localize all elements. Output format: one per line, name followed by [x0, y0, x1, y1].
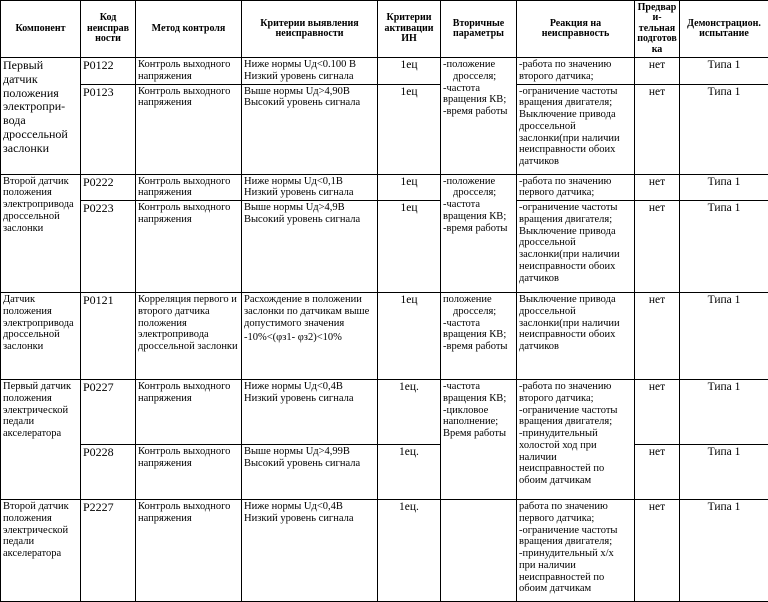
header-row [1, 1, 768, 58]
method-cell: Контроль выходного напряжения [136, 380, 242, 445]
reaction-line: неисправностей по [519, 463, 632, 475]
table-row [1, 174, 768, 201]
table-row [1, 293, 768, 380]
reaction-cell [517, 58, 635, 85]
component-cell: Первый датчик положения электрической педали акселератора [1, 380, 81, 500]
secondary-line: -частота [443, 318, 514, 330]
preliminary-cell: нет [635, 380, 680, 445]
secondary-line: -время работы [443, 341, 514, 353]
criteria-line: Высокий уровень сигнала [244, 97, 375, 109]
reaction-line: вращения двигателя; [519, 97, 632, 109]
activation-cell: 1ец [378, 293, 441, 380]
method-cell: Контроль выходного напряжения [136, 84, 242, 174]
preliminary-cell: нет [635, 293, 680, 380]
secondary-line: вращения КВ; [443, 94, 514, 106]
criteria-cell [242, 58, 378, 85]
reaction-line: второго датчика; [519, 71, 632, 83]
header-secondary: Вторичные параметры [441, 1, 517, 58]
reaction-cell [517, 293, 635, 380]
criteria-cell [242, 500, 378, 602]
reaction-line: -ограничение частоты [519, 525, 632, 537]
criteria-cell [242, 293, 378, 380]
reaction-line: неисправности обоих [519, 261, 632, 273]
criteria-line: Высокий уровень сигнала [244, 458, 375, 470]
reaction-line: второго датчика; [519, 393, 632, 405]
secondary-cell [441, 58, 517, 175]
criteria-cell [242, 201, 378, 293]
preliminary-cell: нет [635, 84, 680, 174]
demo-cell: Типа 1 [680, 380, 768, 445]
criteria-line: Ниже нормы Uд<0,4В [244, 501, 375, 513]
secondary-line: -цикловое [443, 405, 514, 417]
secondary-line: -частота [443, 381, 514, 393]
secondary-line: -время работы [443, 223, 514, 235]
criteria-line: Расхождение в положении заслонки по датчикам выше допустимого значения [244, 294, 375, 329]
reaction-line: заслонки(при наличии [519, 249, 632, 261]
reaction-line: заслонки(при наличии [519, 133, 632, 145]
table-row [1, 58, 768, 85]
secondary-line: наполнение; [443, 416, 514, 428]
reaction-line: дроссельной [519, 121, 632, 133]
secondary-line: -положение [443, 176, 514, 188]
reaction-line: при наличии [519, 560, 632, 572]
reaction-line: неисправности обоих [519, 144, 632, 156]
preliminary-cell: нет [635, 201, 680, 293]
criteria-cell [242, 445, 378, 500]
method-cell: Контроль выходного напряжения [136, 201, 242, 293]
reaction-line: Выключение привода [519, 109, 632, 121]
reaction-line: обоим датчикам [519, 475, 632, 487]
secondary-line: -частота [443, 83, 514, 95]
activation-cell: 1ец. [378, 445, 441, 500]
criteria-line: -10%<(φз1- φз2)<10% [244, 332, 375, 344]
activation-cell: 1ец [378, 201, 441, 293]
reaction-cell [517, 84, 635, 174]
demo-cell: Типа 1 [680, 201, 768, 293]
reaction-line: -ограничение частоты [519, 202, 632, 214]
reaction-line: первого датчика; [519, 513, 632, 525]
component-cell: Второй датчик положения электрической педали акселератора [1, 500, 81, 602]
reaction-line: -работа по значению [519, 381, 632, 393]
reaction-line: -принудительный [519, 428, 632, 440]
secondary-cell [441, 174, 517, 293]
reaction-line: наличии [519, 452, 632, 464]
table-row [1, 84, 768, 174]
code-cell: P0123 [81, 84, 136, 174]
component-cell: Датчик положения электропривода дроссельной заслонки [1, 293, 81, 380]
reaction-line: дроссельной [519, 237, 632, 249]
criteria-line: Высокий уровень сигнала [244, 214, 375, 226]
preliminary-cell: нет [635, 500, 680, 602]
secondary-cell-empty [441, 500, 517, 602]
code-cell: P0122 [81, 58, 136, 85]
demo-cell: Типа 1 [680, 58, 768, 85]
header-criteria: Критерии выявления неисправности [242, 1, 378, 58]
criteria-cell [242, 84, 378, 174]
table-row [1, 500, 768, 602]
reaction-line: -работа по значению [519, 176, 632, 188]
reaction-line: первого датчика; [519, 187, 632, 199]
method-cell: Контроль выходного напряжения [136, 174, 242, 201]
criteria-cell [242, 380, 378, 445]
criteria-line: Низкий уровень сигнала [244, 187, 375, 199]
secondary-line: Время работы [443, 428, 514, 440]
demo-cell: Типа 1 [680, 84, 768, 174]
secondary-line: вращения КВ; [443, 393, 514, 405]
activation-cell: 1ец. [378, 500, 441, 602]
activation-cell: 1ец [378, 58, 441, 85]
reaction-cell [517, 380, 635, 500]
secondary-line: дросселя; [443, 187, 514, 199]
secondary-line: -частота [443, 199, 514, 211]
criteria-line: Ниже нормы Uд<0.100 В [244, 59, 375, 71]
header-activation: Критерии активации ИН [378, 1, 441, 58]
code-cell: P0121 [81, 293, 136, 380]
activation-cell: 1ец. [378, 380, 441, 445]
code-cell: P2227 [81, 500, 136, 602]
secondary-cell [441, 293, 517, 380]
reaction-line: датчиков [519, 156, 632, 168]
code-cell: P0222 [81, 174, 136, 201]
criteria-cell [242, 174, 378, 201]
secondary-line: дросселя; [443, 71, 514, 83]
criteria-line: Ниже нормы Uд<0,4В [244, 381, 375, 393]
reaction-line: холостой ход при [519, 440, 632, 452]
header-component: Компонент [1, 1, 81, 58]
code-cell: P0227 [81, 380, 136, 445]
header-method: Метод контроля [136, 1, 242, 58]
reaction-line: датчиков [519, 273, 632, 285]
method-cell: Контроль выходного напряжения [136, 58, 242, 85]
table-row [1, 201, 768, 293]
reaction-line: неисправности обоих [519, 329, 632, 341]
preliminary-cell: нет [635, 174, 680, 201]
reaction-line: неисправностей по [519, 572, 632, 584]
secondary-line: дросселя; [443, 306, 514, 318]
header-preliminary: Предвар и- тельная подготов ка [635, 1, 680, 58]
method-cell: Контроль выходного напряжения [136, 500, 242, 602]
reaction-line: дроссельной [519, 306, 632, 318]
demo-cell: Типа 1 [680, 293, 768, 380]
criteria-line: Низкий уровень сигнала [244, 513, 375, 525]
reaction-line: вращения двигателя; [519, 214, 632, 226]
reaction-line: вращения двигателя; [519, 536, 632, 548]
criteria-line: Выше нормы Uд>4,90В [244, 86, 375, 98]
secondary-line: -время работы [443, 106, 514, 118]
reaction-cell [517, 174, 635, 201]
criteria-line: Ниже нормы Uд<0,1В [244, 176, 375, 188]
method-cell: Корреляция первого и второго датчика положения электропривода дроссельной заслонки [136, 293, 242, 380]
reaction-line: Выключение привода [519, 226, 632, 238]
criteria-line: Выше нормы Uд>4,9В [244, 202, 375, 214]
reaction-line: датчиков [519, 341, 632, 353]
code-cell: P0223 [81, 201, 136, 293]
reaction-line: заслонки(при наличии [519, 318, 632, 330]
activation-cell: 1ец [378, 84, 441, 174]
reaction-line: Выключение привода [519, 294, 632, 306]
secondary-cell [441, 380, 517, 500]
reaction-line: работа по значению [519, 501, 632, 513]
criteria-line: Низкий уровень сигнала [244, 393, 375, 405]
activation-cell: 1ец [378, 174, 441, 201]
header-reaction: Реакция на неисправность [517, 1, 635, 58]
demo-cell: Типа 1 [680, 445, 768, 500]
preliminary-cell: нет [635, 445, 680, 500]
table-row [1, 380, 768, 445]
demo-cell: Типа 1 [680, 174, 768, 201]
demo-cell: Типа 1 [680, 500, 768, 602]
reaction-line: -ограничение частоты [519, 405, 632, 417]
component-cell: Первый датчик положения электропри-вода дроссельной заслонки [1, 58, 81, 175]
reaction-line: -принудительный х/х [519, 548, 632, 560]
reaction-cell [517, 500, 635, 602]
preliminary-cell: нет [635, 58, 680, 85]
secondary-line: -положение [443, 59, 514, 71]
criteria-line: Выше нормы Uд>4,99В [244, 446, 375, 458]
reaction-line: обоим датчикам [519, 583, 632, 595]
reaction-cell [517, 201, 635, 293]
header-demo: Демонстрацион. испытание [680, 1, 768, 58]
table-row [1, 445, 768, 500]
reaction-line: -ограничение частоты [519, 86, 632, 98]
secondary-line: вращения КВ; [443, 329, 514, 341]
reaction-line: вращения двигателя; [519, 416, 632, 428]
component-cell: Второй датчик положения электропривода дроссельной заслонки [1, 174, 81, 293]
criteria-line: Низкий уровень сигнала [244, 71, 375, 83]
secondary-line: положение [443, 294, 514, 306]
secondary-line: вращения КВ; [443, 211, 514, 223]
code-cell: P0228 [81, 445, 136, 500]
method-cell: Контроль выходного напряжения [136, 445, 242, 500]
header-code: Код неисправ ности [81, 1, 136, 58]
reaction-line: -работа по значению [519, 59, 632, 71]
